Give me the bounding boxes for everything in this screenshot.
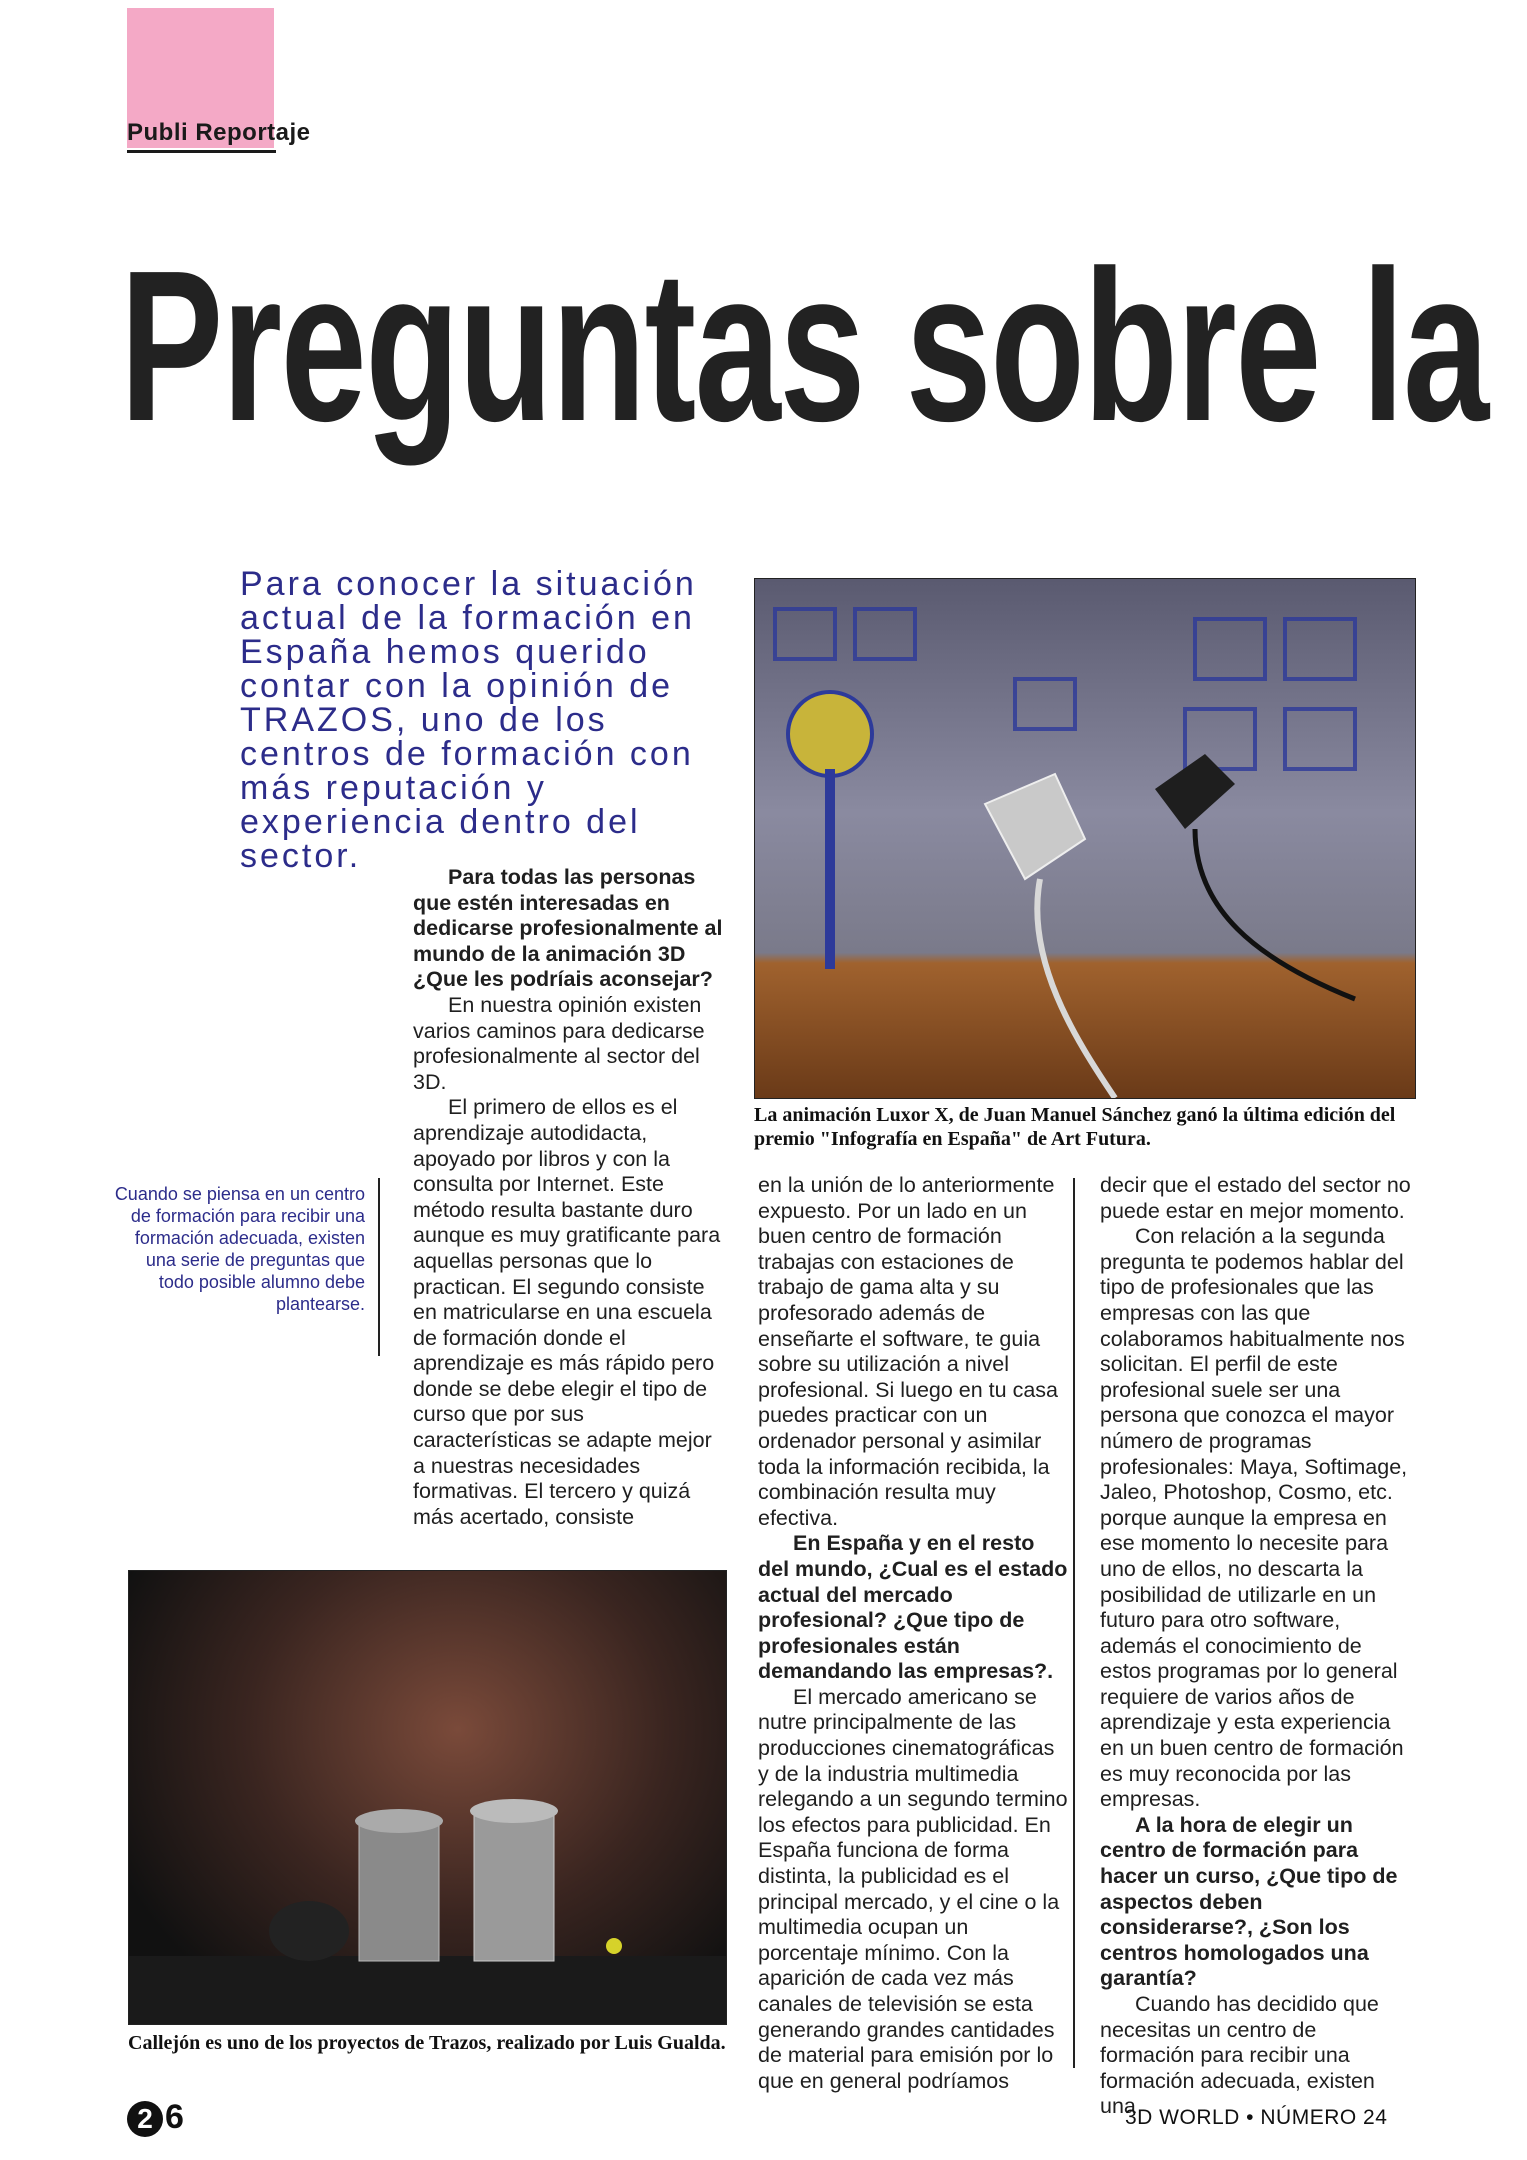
intro-paragraph: Para conocer la situación actual de la formación en España hemos querido contar con la opinión de TRAZOS, uno de los centros de formación con más reputación y experiencia dentro del sector. bbox=[240, 565, 697, 875]
trash-cans-illustration bbox=[129, 1571, 726, 2024]
section-label: Publi Reportaje bbox=[127, 119, 311, 146]
paragraph: En nuestra opinión existen varios caminos para dedicarse profesionalmente al sector del 3D. bbox=[413, 992, 705, 1094]
figure-luxor-image bbox=[754, 578, 1416, 1099]
article-column-3 bbox=[1100, 1173, 1412, 2120]
question-1: Para todas las personas que estén interesadas en dedicarse profesionalmente al mundo de la animación 3D ¿Que les podríais aconsejar? bbox=[413, 865, 723, 992]
column-divider bbox=[1073, 1178, 1075, 2068]
section-underline bbox=[127, 150, 276, 153]
magazine-footer: 3D WORLD • NÚMERO 24 bbox=[1125, 2106, 1388, 2129]
paragraph: Cuando has decidido que necesitas un centro de formación para recibir una formación adecuada, existen una bbox=[1100, 1992, 1379, 2119]
figure-luxor-caption: La animación Luxor X, de Juan Manuel Sánchez ganó la última edición del premio "Infografía en España" de Art Futura. bbox=[754, 1104, 1396, 1150]
article-column-2 bbox=[758, 1173, 1068, 2094]
paragraph: El mercado americano se nutre principalmente de las producciones cinematográficas y de la industria multimedia relegando a un segundo termino los efectos para publicidad. En España funciona de forma distinta, la publicidad es el principal mercado, y el cine o la multimedia ocupan un porcentaje mínimo. Con la aparición de cada vez más canales de televisión se esta generando grandes cantidades de material para emisión por lo que en general podríamos bbox=[758, 1684, 1068, 2093]
article-column-1 bbox=[413, 865, 725, 1530]
plug-illustration bbox=[755, 579, 1415, 1098]
page-number-digit: 6 bbox=[165, 2098, 184, 2136]
paragraph: decir que el estado del sector no puede estar en mejor momento. bbox=[1100, 1173, 1411, 1223]
figure-callejon-image bbox=[128, 1570, 727, 2025]
paragraph: Con relación a la segunda pregunta te podemos hablar del tipo de profesionales que las empresas con las que colaboramos habitualmente nos solicitan. El perfil de este profesional suele ser una persona que conozca el mayor número de programas profesionales: Maya, Softimage, Jaleo, Photoshop, Cosmo, etc. porque aunque la empresa en ese momento lo necesite para uno de ellos, no descarta la posibilidad de utilizarle en un futuro para otro software, además el conocimiento de estos programas por lo general requiere de varios años de aprendizaje y esta experiencia en un buen centro de formación es muy reconocida por las empresas. bbox=[1100, 1224, 1408, 1812]
sidebar-divider bbox=[378, 1178, 380, 1356]
paragraph: en la unión de lo anteriormente expuesto. Por un lado en un buen centro de formación trabajas con estaciones de trabajo de gama alta y su profesorado además de enseñarte el software, te guia sobre su utilización a nivel profesional. Si luego en tu casa puedes practicar con un ordenador personal y asimilar toda la información recibida, la combinación resulta muy efectiva. bbox=[758, 1173, 1059, 1530]
question-3: A la hora de elegir un centro de formación para hacer un curso, ¿Que tipo de aspectos deben considerarse?, ¿Son los centros homologados una garantía? bbox=[1100, 1812, 1398, 1991]
question-2: En España y en el resto del mundo, ¿Cual es el estado actual del mercado profesional? ¿Que tipo de profesionales están demandando las empresas?. bbox=[758, 1531, 1068, 1684]
sidebar-quote: Cuando se piensa en un centro de formación para recibir una formación adecuada, existen una serie de preguntas que todo posible alumno debe plantearse. bbox=[114, 1184, 365, 1314]
figure-callejon-caption: Callejón es uno de los proyectos de Trazos, realizado por Luis Gualda. bbox=[128, 2032, 726, 2054]
page-number-circle: 2 bbox=[127, 2101, 163, 2137]
page-number bbox=[127, 2098, 184, 2137]
paragraph: El primero de ellos es el aprendizaje autodidacta, apoyado por libros y con la consulta por Internet. Este método resulta bastante duro aunque es muy gratificante para aquellas personas que lo practican. El segundo consiste en matricularse en una escuela de formación donde el aprendizaje es más rápido pero donde se debe elegir el tipo de curso que por sus características se adapte mejor a nuestras necesidades formativas. El tercero y quizá más acertado, consiste bbox=[413, 1095, 721, 1529]
headline: Preguntas sobre la bbox=[120, 225, 1488, 466]
